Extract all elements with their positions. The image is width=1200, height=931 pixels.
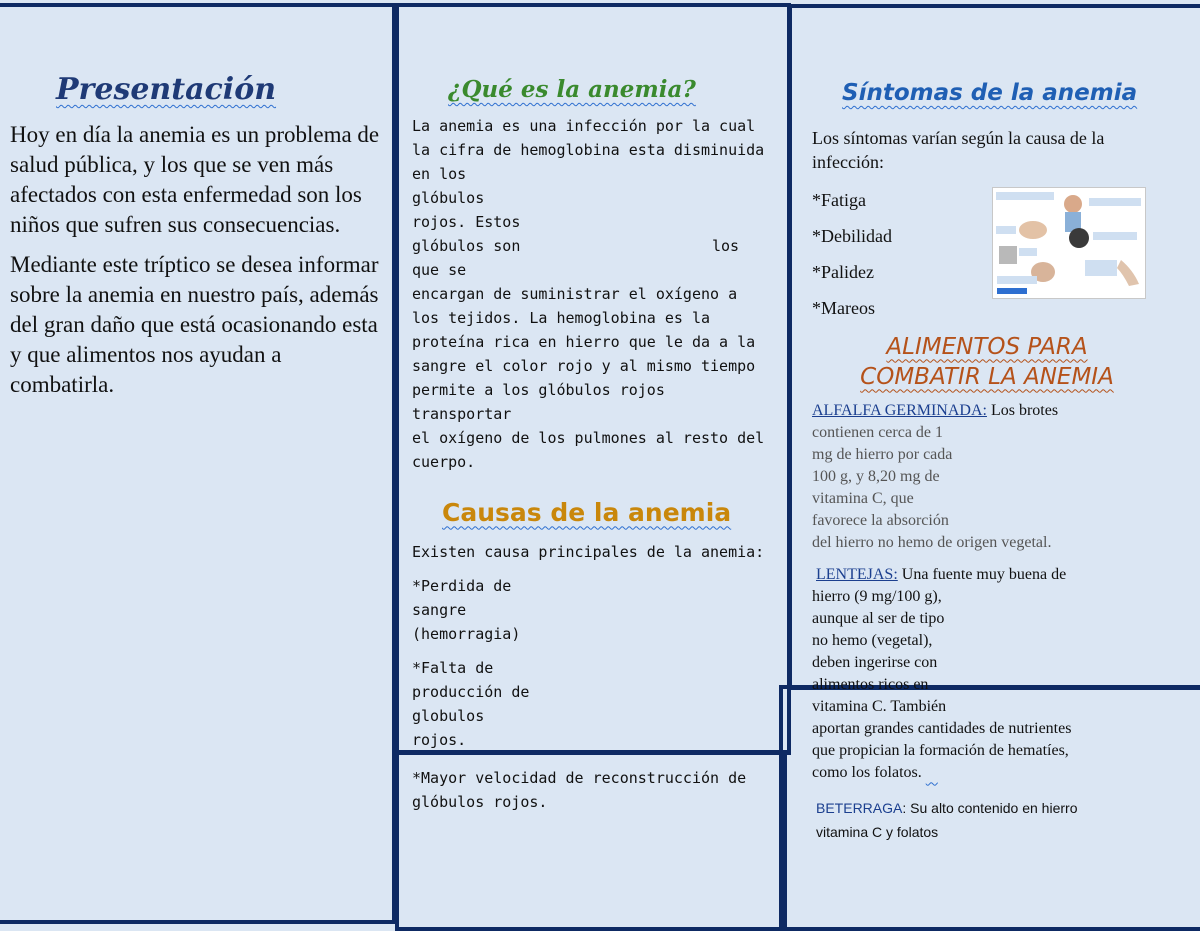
food-alfalfa-line: contienen cerca de 1 (812, 423, 944, 441)
presentation-paragraph-2: Mediante este tríptico se desea informar sobre la anemia en nuestro país, además del gran daño que está ocasionando esta y que alimentos nos ayudan a combatirla. (10, 252, 379, 397)
wavy-mark (926, 764, 938, 781)
symptom-pallor: *Palidez (812, 261, 874, 282)
food-lentils-line: no hemo (vegetal), (812, 631, 933, 649)
person-face (1019, 221, 1047, 239)
food-lentils-line (812, 762, 1182, 784)
body-line: permite a los glóbulos rojos transportar (412, 380, 665, 423)
body-line (412, 234, 772, 258)
symptoms-title: Síntomas de la anemia (842, 80, 1138, 106)
body-line: la cifra de hemoglobina esta disminuida (412, 140, 765, 159)
food-lentils-label: LENTEJAS: (816, 565, 898, 583)
causes-intro: Existen causa principales de la anemia: (412, 542, 765, 561)
cause-line: *Mayor velocidad de reconstrucción de (412, 768, 747, 787)
symptoms-infographic-image (992, 187, 1146, 299)
food-lentils-line: que propician la formación de hematíes, (812, 741, 1069, 759)
food-lentils-line: aunque al ser de tipo (812, 609, 945, 627)
food-lentils-line: alimentos ricos en (812, 675, 929, 693)
info-box (1089, 198, 1141, 206)
cause-item-bleeding (412, 574, 772, 646)
cause-item-reconstruction (412, 766, 772, 814)
cause-line: producción de (412, 682, 530, 701)
info-box (1019, 248, 1037, 256)
body-line: sangre el color rojo y al mismo tiempo (412, 356, 756, 375)
body-line: en los (412, 164, 467, 183)
presentation-title: Presentación (56, 72, 277, 107)
food-alfalfa-line: mg de hierro por cada (812, 445, 953, 463)
body-line: encargan de suministrar el oxígeno a (412, 284, 738, 303)
symptoms-intro: Los síntomas varían según la causa de la infección: (812, 127, 1105, 172)
food-lentils-line: deben ingerirse con (812, 653, 938, 671)
body-line-left: glóbulos son (412, 236, 521, 255)
cause-line: *Perdida de (412, 576, 512, 595)
food-lentils-line: Una fuente muy buena de (901, 565, 1067, 583)
food-alfalfa-line: Los brotes (990, 401, 1059, 419)
what-is-anemia-section (412, 76, 772, 824)
food-beet-line: : Su alto contenido en hierro (902, 799, 1078, 816)
info-box (1093, 232, 1137, 240)
info-box (1085, 260, 1117, 276)
body-line: La anemia es una infección por la cual (412, 116, 756, 135)
body-line: cuerpo. (412, 452, 476, 471)
symptom-weakness: *Debilidad (812, 225, 892, 246)
info-box (996, 226, 1016, 234)
food-beet-line: vitamina C y folatos (816, 823, 939, 840)
food-beet-label: BETERRAGA (816, 799, 903, 816)
cause-item-production (412, 656, 772, 752)
body-line: rojos. Estos (412, 212, 521, 231)
cause-line: rojos. (412, 730, 467, 749)
person-head (1064, 195, 1082, 213)
food-lentils-line: vitamina C. También (812, 697, 947, 715)
food-alfalfa-line: 100 g, y 8,20 mg de (812, 467, 940, 485)
food-alfalfa-line: favorece la absorción (812, 511, 949, 529)
causes-title: Causas de la anemia (442, 497, 732, 527)
food-lentils (812, 564, 1182, 784)
foods-title-line-1: ALIMENTOS PARA (886, 333, 1088, 360)
body-line-right: los (712, 236, 740, 255)
presentation-paragraph-1: Hoy en día la anemia es un problema de salud pública, y los que se ven más afectados con esta enfermedad son los niños que sufren sus consecuencias. (10, 122, 380, 237)
cause-line: sangre (412, 600, 467, 619)
food-lentils-last-line: como los folatos. (812, 763, 922, 781)
cause-line: (hemorragia) (412, 624, 521, 643)
food-lentils-line: hierro (9 mg/100 g), (812, 587, 942, 605)
body-line: glóbulos (412, 188, 485, 207)
body-line: proteína rica en hierro que le da a la (412, 332, 756, 351)
logo-mark (997, 288, 1027, 294)
symptoms-infographic-icon (993, 188, 1145, 298)
symptom-dizziness: *Mareos (812, 297, 875, 318)
cause-line: *Falta de (412, 658, 494, 677)
body-line: los tejidos. La hemoglobina es la (412, 308, 711, 327)
food-beet (816, 796, 1182, 844)
info-box (996, 192, 1054, 200)
info-box (997, 276, 1037, 284)
what-is-anemia-body (412, 114, 772, 474)
food-alfalfa-line: vitamina C, que (812, 489, 914, 507)
symptom-fatigue: *Fatiga (812, 189, 866, 210)
food-alfalfa-label: ALFALFA GERMINADA: (812, 401, 987, 419)
person-hair (1069, 228, 1089, 248)
foods-title-line-2: COMBATIR LA ANEMIA (860, 363, 1114, 390)
cause-line: globulos (412, 706, 485, 725)
person-photo (999, 246, 1017, 264)
presentation-section (10, 72, 380, 410)
body-line: el oxígeno de los pulmones al resto del (412, 428, 765, 447)
food-alfalfa-line: del hierro no hemo de origen vegetal. (812, 533, 1052, 551)
foods-title (812, 332, 1162, 392)
what-is-anemia-title: ¿Qué es la anemia? (448, 76, 696, 103)
food-lentils-line: aportan grandes cantidades de nutrientes (812, 719, 1072, 737)
food-alfalfa (812, 400, 1182, 554)
body-line: que se (412, 260, 467, 279)
cause-line: glóbulos rojos. (412, 792, 548, 811)
